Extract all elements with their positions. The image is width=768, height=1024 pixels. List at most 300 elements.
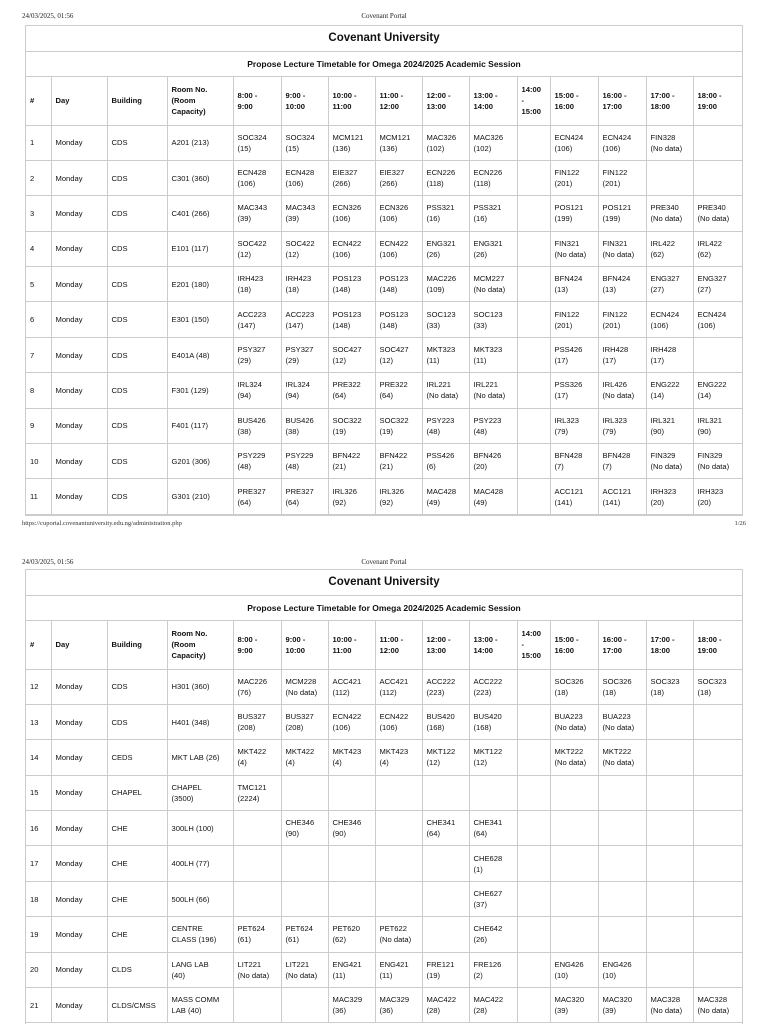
cell-slot-9	[281, 881, 328, 916]
cell-slot-14	[517, 988, 550, 1023]
cell-text: MCM228 (No data)	[285, 676, 318, 697]
cell-slot-8	[233, 337, 281, 372]
cell-slot-17	[646, 160, 693, 195]
cell-slot-14	[517, 479, 550, 514]
table-row	[26, 775, 742, 810]
cell-slot-12	[422, 704, 469, 739]
cell-slot-16	[598, 196, 646, 231]
timetable-sheet-2	[25, 569, 743, 1024]
cell-slot-10	[328, 952, 375, 987]
cell-text: CHE346 (90)	[332, 818, 362, 839]
cell-slot-10	[328, 444, 375, 479]
cell-text: CDS	[111, 173, 128, 183]
cell-text: ACC222 (223)	[473, 676, 503, 697]
cell-slot-8	[233, 952, 281, 987]
cell-slot-12	[422, 373, 469, 408]
cell-text: MAC343 (39)	[237, 203, 268, 224]
cell-text: ECN422 (106)	[379, 712, 409, 733]
cell-slot-11	[375, 775, 422, 810]
cell-text: IRH323 (20)	[697, 486, 724, 507]
cell-slot-18	[693, 337, 742, 372]
table-row	[26, 337, 742, 372]
cell-slot-13	[469, 196, 517, 231]
cell-day	[51, 125, 107, 160]
cell-slot-11	[375, 125, 422, 160]
cell-text: POS123 (148)	[379, 309, 409, 330]
column-header-label: 17:00 - 18:00	[650, 634, 675, 655]
cell-text: ENG421 (11)	[332, 959, 362, 980]
cell-slot-13	[469, 408, 517, 443]
cell-slot-17	[646, 952, 693, 987]
table-row	[26, 231, 742, 266]
cell-row-number	[26, 479, 51, 514]
column-header-label: 12:00 - 13:00	[426, 634, 451, 655]
table-row	[26, 267, 742, 302]
cell-text: Monday	[55, 929, 83, 939]
cell-slot-13	[469, 811, 517, 846]
cell-text: IRL221 (No data)	[426, 380, 459, 401]
cell-building	[107, 196, 167, 231]
cell-text: PSY327 (29)	[285, 345, 314, 366]
cell-slot-16	[598, 373, 646, 408]
cell-text: SOC324 (15)	[285, 132, 315, 153]
cell-text: Monday	[55, 138, 83, 148]
cell-text: BFN428 (7)	[554, 451, 583, 472]
cell-text: PET624 (61)	[285, 924, 313, 945]
cell-slot-10	[328, 811, 375, 846]
cell-text: MAC422 (28)	[473, 995, 504, 1016]
cell-row-number	[26, 775, 51, 810]
cell-slot-18	[693, 704, 742, 739]
cell-slot-9	[281, 740, 328, 775]
cell-building	[107, 917, 167, 952]
column-header-label: 17:00 - 18:00	[650, 90, 675, 111]
cell-text: CHE	[111, 929, 128, 939]
cell-text: Monday	[55, 385, 83, 395]
cell-text: 7	[30, 350, 35, 360]
cell-text: PSY327 (29)	[237, 345, 266, 366]
cell-room	[167, 479, 233, 514]
cell-slot-10	[328, 408, 375, 443]
cell-text: SOC326 (18)	[602, 676, 632, 697]
cell-slot-18	[693, 846, 742, 881]
cell-slot-8	[233, 267, 281, 302]
cell-row-number	[26, 952, 51, 987]
cell-slot-12	[422, 444, 469, 479]
cell-room	[167, 881, 233, 916]
cell-text: CDS	[111, 138, 128, 148]
cell-text: ECN326 (106)	[332, 203, 362, 224]
cell-slot-14	[517, 160, 550, 195]
cell-slot-10	[328, 337, 375, 372]
cell-text: SOC323 (18)	[650, 676, 680, 697]
cell-text: POS121 (199)	[554, 203, 584, 224]
cell-day	[51, 267, 107, 302]
cell-slot-9	[281, 444, 328, 479]
cell-room	[167, 811, 233, 846]
cell-text: MKT222 (No data)	[602, 747, 635, 768]
cell-text: EIE327 (266)	[379, 168, 405, 189]
cell-text: MAC343 (39)	[285, 203, 316, 224]
cell-text: 300LH (100)	[171, 823, 214, 833]
cell-text: SOC427 (12)	[379, 345, 409, 366]
cell-slot-9	[281, 337, 328, 372]
cell-text: ECN424 (106)	[650, 309, 680, 330]
cell-text: ECN428 (106)	[285, 168, 315, 189]
cell-slot-8	[233, 479, 281, 514]
cell-slot-13	[469, 160, 517, 195]
cell-text: MAC320 (39)	[602, 995, 633, 1016]
cell-slot-8	[233, 373, 281, 408]
table-row	[26, 846, 742, 881]
cell-slot-15	[550, 775, 598, 810]
cell-slot-13	[469, 740, 517, 775]
cell-text: Monday	[55, 279, 83, 289]
column-header-room	[167, 621, 233, 669]
cell-slot-15	[550, 337, 598, 372]
column-header-label: 13:00 - 14:00	[473, 90, 498, 111]
cell-slot-16	[598, 704, 646, 739]
cell-text: CHE628 (1)	[473, 853, 503, 874]
column-header-slot-11	[375, 77, 422, 125]
cell-slot-10	[328, 373, 375, 408]
cell-text: PET624 (61)	[237, 924, 265, 945]
table-row	[26, 988, 742, 1023]
cell-text: 17	[30, 859, 39, 869]
cell-text: IRL426 (No data)	[602, 380, 635, 401]
cell-slot-17	[646, 408, 693, 443]
cell-text: MCM121 (136)	[332, 132, 364, 153]
cell-slot-9	[281, 811, 328, 846]
cell-text: ACC223 (147)	[285, 309, 315, 330]
column-header-label: #	[30, 96, 35, 106]
cell-text: SOC322 (19)	[379, 415, 409, 436]
cell-text: MKT423 (4)	[332, 747, 362, 768]
cell-slot-13	[469, 125, 517, 160]
cell-day	[51, 917, 107, 952]
cell-slot-18	[693, 479, 742, 514]
column-header-label: 11:00 - 12:00	[379, 634, 404, 655]
cell-slot-15	[550, 881, 598, 916]
cell-text: CHE	[111, 894, 128, 904]
column-header-slot-16	[598, 621, 646, 669]
cell-slot-15	[550, 988, 598, 1023]
cell-slot-13	[469, 881, 517, 916]
cell-slot-11	[375, 160, 422, 195]
cell-text: FIN122 (201)	[602, 309, 628, 330]
column-header-label: 14:00 - 15:00	[521, 629, 541, 661]
cell-slot-12	[422, 775, 469, 810]
cell-day	[51, 337, 107, 372]
cell-slot-9	[281, 988, 328, 1023]
cell-text: MCM121 (136)	[379, 132, 411, 153]
column-header-slot-14	[517, 77, 550, 125]
cell-text: 20	[30, 965, 39, 975]
cell-slot-18	[693, 917, 742, 952]
column-header-slot-13	[469, 77, 517, 125]
cell-text: ENG426 (10)	[602, 959, 632, 980]
cell-text: Monday	[55, 173, 83, 183]
cell-text: SOC123 (33)	[426, 309, 456, 330]
cell-slot-13	[469, 479, 517, 514]
header-row	[26, 77, 742, 125]
cell-row-number	[26, 917, 51, 952]
column-header-day	[51, 621, 107, 669]
cell-slot-17	[646, 704, 693, 739]
cell-text: SOC422 (12)	[237, 238, 267, 259]
cell-text: ECN424 (106)	[697, 309, 727, 330]
cell-text: PSS321 (16)	[426, 203, 455, 224]
cell-text: LIT221 (No data)	[285, 959, 318, 980]
cell-row-number	[26, 160, 51, 195]
cell-slot-8	[233, 125, 281, 160]
cell-slot-17	[646, 479, 693, 514]
cell-text: Monday	[55, 350, 83, 360]
cell-slot-15	[550, 811, 598, 846]
column-header-label: 15:00 - 16:00	[554, 634, 579, 655]
cell-row-number	[26, 267, 51, 302]
cell-text: MKT323 (11)	[426, 345, 456, 366]
cell-text: CHE627 (37)	[473, 889, 503, 910]
print-url: https://cuportal.covenantuniversity.edu.ng/administration.php	[22, 520, 182, 527]
cell-text: C301 (360)	[171, 173, 210, 183]
column-header-row-number	[26, 621, 51, 669]
cell-day	[51, 669, 107, 704]
cell-slot-11	[375, 704, 422, 739]
cell-text: MKT422 (4)	[285, 747, 315, 768]
cell-slot-9	[281, 846, 328, 881]
cell-slot-15	[550, 267, 598, 302]
cell-text: ECN428 (106)	[237, 168, 267, 189]
cell-day	[51, 302, 107, 337]
cell-text: SOC123 (33)	[473, 309, 503, 330]
cell-row-number	[26, 846, 51, 881]
cell-text: MKT LAB (26)	[171, 752, 220, 762]
cell-text: ENG327 (27)	[697, 274, 727, 295]
cell-row-number	[26, 444, 51, 479]
cell-slot-17	[646, 740, 693, 775]
cell-slot-11	[375, 408, 422, 443]
cell-text: SOC323 (18)	[697, 676, 727, 697]
cell-text: PRE327 (64)	[237, 486, 266, 507]
cell-text: MAC329 (36)	[332, 995, 363, 1016]
cell-text: A201 (213)	[171, 138, 210, 148]
cell-slot-9	[281, 196, 328, 231]
cell-slot-14	[517, 881, 550, 916]
cell-slot-8	[233, 231, 281, 266]
cell-slot-12	[422, 846, 469, 881]
cell-text: MCM227 (No data)	[473, 274, 506, 295]
cell-text: ACC121 (141)	[554, 486, 584, 507]
cell-building	[107, 125, 167, 160]
column-header-slot-9	[281, 621, 328, 669]
cell-row-number	[26, 704, 51, 739]
timetable-subtitle: Propose Lecture Timetable for Omega 2024/2025 Academic Session	[26, 52, 742, 77]
column-header-label: Building	[111, 96, 142, 106]
cell-day	[51, 952, 107, 987]
cell-text: BUA223 (No data)	[554, 712, 587, 733]
cell-slot-16	[598, 988, 646, 1023]
cell-text: ECN226 (118)	[473, 168, 503, 189]
cell-text: FIN321 (No data)	[554, 238, 587, 259]
cell-text: ENG321 (26)	[473, 238, 503, 259]
cell-slot-17	[646, 373, 693, 408]
cell-slot-10	[328, 881, 375, 916]
cell-slot-9	[281, 267, 328, 302]
cell-row-number	[26, 196, 51, 231]
cell-slot-17	[646, 337, 693, 372]
column-header-label: #	[30, 640, 35, 650]
cell-slot-18	[693, 231, 742, 266]
print-page-number: 1/26	[734, 520, 746, 527]
cell-text: FIN321 (No data)	[602, 238, 635, 259]
column-header-label: Room No. (Room Capacity)	[171, 629, 208, 661]
cell-text: 14	[30, 752, 39, 762]
cell-text: BFN422 (21)	[332, 451, 361, 472]
cell-slot-15	[550, 125, 598, 160]
column-header-label: 12:00 - 13:00	[426, 90, 451, 111]
cell-text: PSY229 (48)	[237, 451, 266, 472]
cell-slot-11	[375, 881, 422, 916]
cell-text: CDS	[111, 279, 128, 289]
cell-slot-17	[646, 302, 693, 337]
cell-slot-14	[517, 373, 550, 408]
cell-room	[167, 231, 233, 266]
cell-text: PSY223 (48)	[426, 415, 455, 436]
cell-text: ECN422 (106)	[379, 238, 409, 259]
cell-slot-18	[693, 125, 742, 160]
cell-slot-11	[375, 196, 422, 231]
timetable-subtitle: Propose Lecture Timetable for Omega 2024/2025 Academic Session	[26, 596, 742, 621]
cell-slot-11	[375, 337, 422, 372]
column-header-slot-8	[233, 77, 281, 125]
cell-text: 500LH (66)	[171, 894, 210, 904]
cell-text: BFN426 (20)	[473, 451, 502, 472]
cell-text: 18	[30, 894, 39, 904]
cell-text: SOC427 (12)	[332, 345, 362, 366]
cell-text: IRL324 (94)	[237, 380, 262, 401]
cell-slot-14	[517, 444, 550, 479]
cell-slot-13	[469, 337, 517, 372]
cell-room	[167, 408, 233, 443]
cell-slot-17	[646, 196, 693, 231]
cell-text: EIE327 (266)	[332, 168, 358, 189]
table-row	[26, 196, 742, 231]
cell-building	[107, 952, 167, 987]
column-header-label: 13:00 - 14:00	[473, 634, 498, 655]
cell-slot-16	[598, 479, 646, 514]
cell-slot-10	[328, 669, 375, 704]
cell-text: CHE	[111, 823, 128, 833]
cell-text: 13	[30, 717, 39, 727]
cell-text: ECN226 (118)	[426, 168, 456, 189]
cell-text: 19	[30, 929, 39, 939]
cell-slot-14	[517, 302, 550, 337]
cell-text: E101 (117)	[171, 244, 209, 254]
cell-slot-18	[693, 881, 742, 916]
cell-slot-11	[375, 669, 422, 704]
cell-slot-17	[646, 881, 693, 916]
cell-slot-10	[328, 231, 375, 266]
cell-slot-8	[233, 811, 281, 846]
cell-text: 400LH (77)	[171, 859, 210, 869]
cell-text: ENG222 (14)	[650, 380, 680, 401]
cell-building	[107, 231, 167, 266]
cell-text: 21	[30, 1000, 39, 1010]
cell-slot-8	[233, 881, 281, 916]
cell-text: IRL422 (62)	[697, 238, 722, 259]
cell-text: PSS321 (16)	[473, 203, 502, 224]
cell-text: CDS	[111, 385, 128, 395]
cell-building	[107, 267, 167, 302]
column-header-label: 14:00 - 15:00	[521, 85, 541, 117]
cell-day	[51, 196, 107, 231]
cell-slot-11	[375, 231, 422, 266]
column-header-building	[107, 621, 167, 669]
cell-day	[51, 160, 107, 195]
cell-text: Monday	[55, 788, 83, 798]
table-row	[26, 704, 742, 739]
cell-slot-8	[233, 160, 281, 195]
cell-slot-13	[469, 231, 517, 266]
table-row	[26, 811, 742, 846]
cell-room	[167, 337, 233, 372]
cell-slot-17	[646, 444, 693, 479]
cell-text: POS123 (148)	[332, 274, 362, 295]
cell-text: MAC328 (No data)	[650, 995, 683, 1016]
cell-text: H401 (348)	[171, 717, 210, 727]
cell-text: ECN424 (106)	[554, 132, 584, 153]
column-header-label: Day	[55, 640, 70, 650]
cell-slot-8	[233, 846, 281, 881]
cell-slot-14	[517, 337, 550, 372]
cell-slot-10	[328, 775, 375, 810]
cell-text: F301 (129)	[171, 385, 209, 395]
cell-slot-12	[422, 160, 469, 195]
cell-building	[107, 373, 167, 408]
cell-text: PET622 (No data)	[379, 924, 412, 945]
column-header-label: 18:00 - 19:00	[697, 90, 722, 111]
table-row	[26, 125, 742, 160]
cell-slot-15	[550, 669, 598, 704]
cell-text: FIN329 (No data)	[650, 451, 683, 472]
cell-row-number	[26, 740, 51, 775]
cell-text: IRL324 (94)	[285, 380, 310, 401]
cell-slot-12	[422, 196, 469, 231]
cell-text: BUS420 (168)	[473, 712, 502, 733]
cell-text: Monday	[55, 421, 83, 431]
cell-building	[107, 444, 167, 479]
cell-text: IRH323 (20)	[650, 486, 677, 507]
cell-slot-17	[646, 231, 693, 266]
cell-slot-16	[598, 740, 646, 775]
cell-slot-11	[375, 444, 422, 479]
cell-text: MKT122 (12)	[473, 747, 503, 768]
cell-text: MKT122 (12)	[426, 747, 456, 768]
column-header-label: 9:00 - 10:00	[285, 634, 306, 655]
cell-text: PRE327 (64)	[285, 486, 314, 507]
cell-slot-17	[646, 267, 693, 302]
cell-slot-13	[469, 917, 517, 952]
cell-slot-17	[646, 846, 693, 881]
print-title: Covenant Portal	[361, 558, 407, 566]
cell-text: 10	[30, 456, 39, 466]
cell-slot-10	[328, 917, 375, 952]
column-header-slot-17	[646, 621, 693, 669]
cell-text: 11	[30, 492, 38, 502]
cell-room	[167, 952, 233, 987]
column-header-slot-13	[469, 621, 517, 669]
